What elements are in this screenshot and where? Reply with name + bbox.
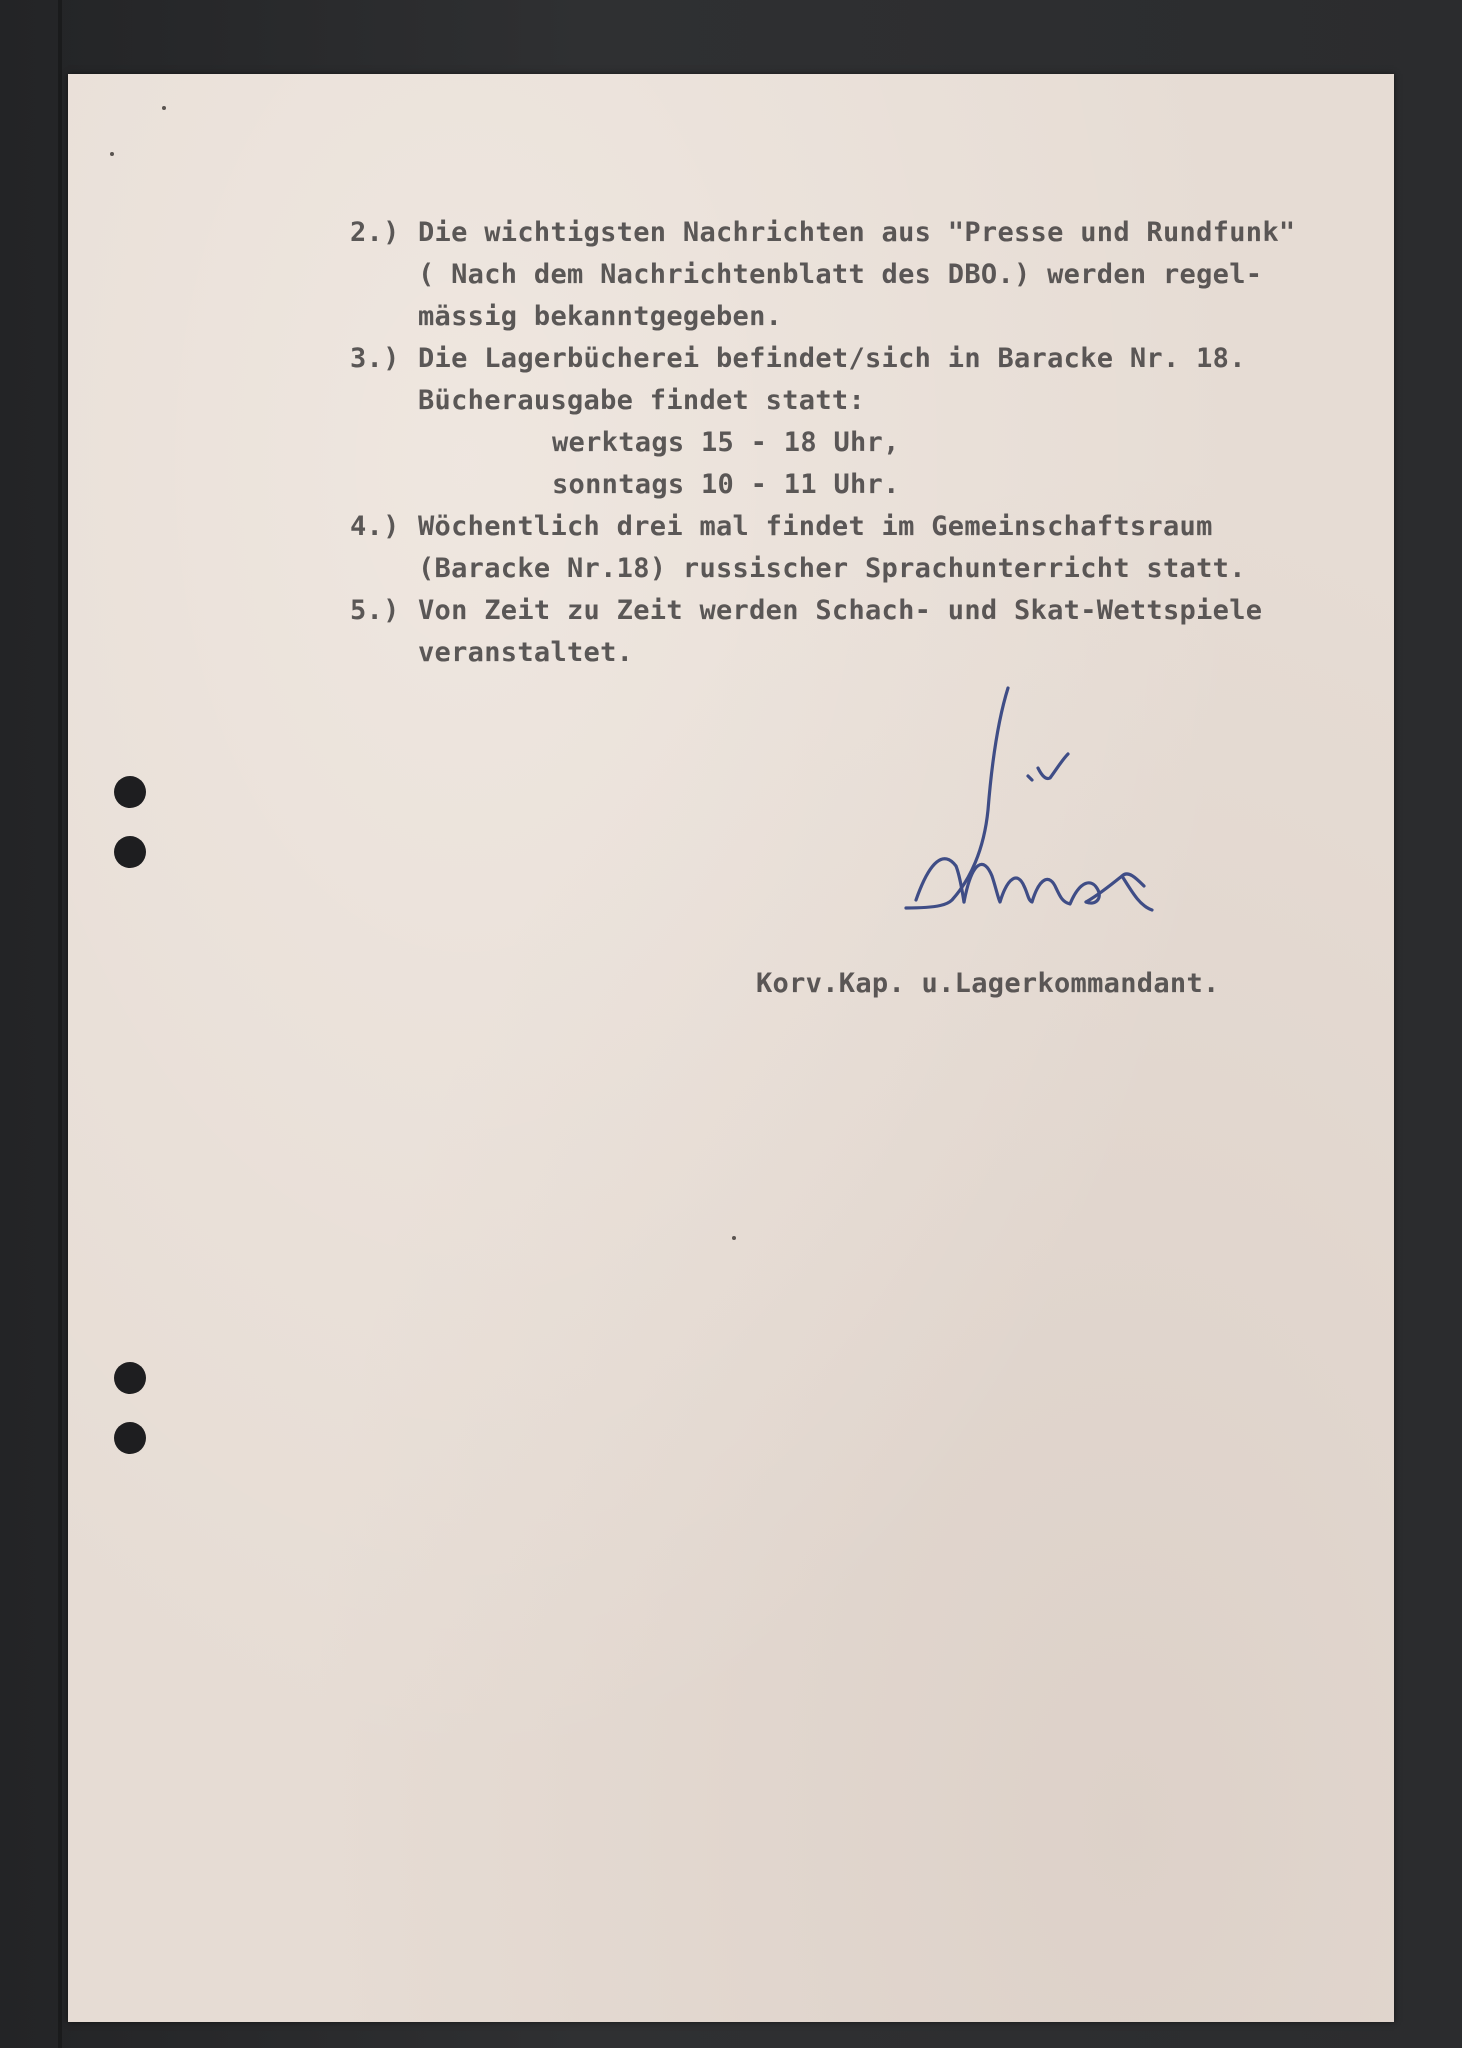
item-line: Die wichtigsten Nachrichten aus "Presse und Rundfunk" [418, 217, 1296, 248]
list-item-5 [350, 590, 1310, 674]
handwritten-signature [900, 680, 1220, 940]
list-item-2 [350, 212, 1310, 338]
punch-hole [114, 776, 146, 808]
item-line: mässig bekanntgegeben. [418, 301, 783, 332]
item-number: 2.) [350, 217, 400, 248]
punch-hole [114, 1422, 146, 1454]
list-item-4 [350, 506, 1310, 590]
punch-hole [114, 1362, 146, 1394]
typed-text-body [350, 212, 1310, 674]
signature-caption: Korv.Kap. u.Lagerkommandant. [756, 968, 1220, 999]
schedule-line: werktags 15 - 18 Uhr, [552, 427, 900, 458]
signature-strokes [906, 688, 1152, 910]
paper-speck [162, 106, 166, 110]
item-line: Bücherausgabe findet statt: [418, 385, 865, 416]
binder-edge [58, 0, 62, 2048]
item-line: veranstaltet. [418, 637, 634, 668]
item-line: Von Zeit zu Zeit werden Schach- und Skat-Wettspiele [418, 595, 1263, 626]
item-line: Wöchentlich drei mal findet im Gemeinschaftsraum [418, 511, 1213, 542]
punch-hole [114, 836, 146, 868]
item-line: Die Lagerbücherei befindet/sich in Baracke Nr. 18. [418, 343, 1246, 374]
item-number: 3.) [350, 343, 400, 374]
paper-speck [732, 1236, 736, 1240]
item-number: 5.) [350, 595, 400, 626]
list-item-3 [350, 338, 1310, 506]
item-line: (Baracke Nr.18) russischer Sprachunterricht statt. [418, 553, 1246, 584]
item-line: ( Nach dem Nachrichtenblatt des DBO.) werden regel- [418, 259, 1263, 290]
paper-speck [110, 152, 114, 156]
item-number: 4.) [350, 511, 400, 542]
schedule-line: sonntags 10 - 11 Uhr. [552, 469, 900, 500]
